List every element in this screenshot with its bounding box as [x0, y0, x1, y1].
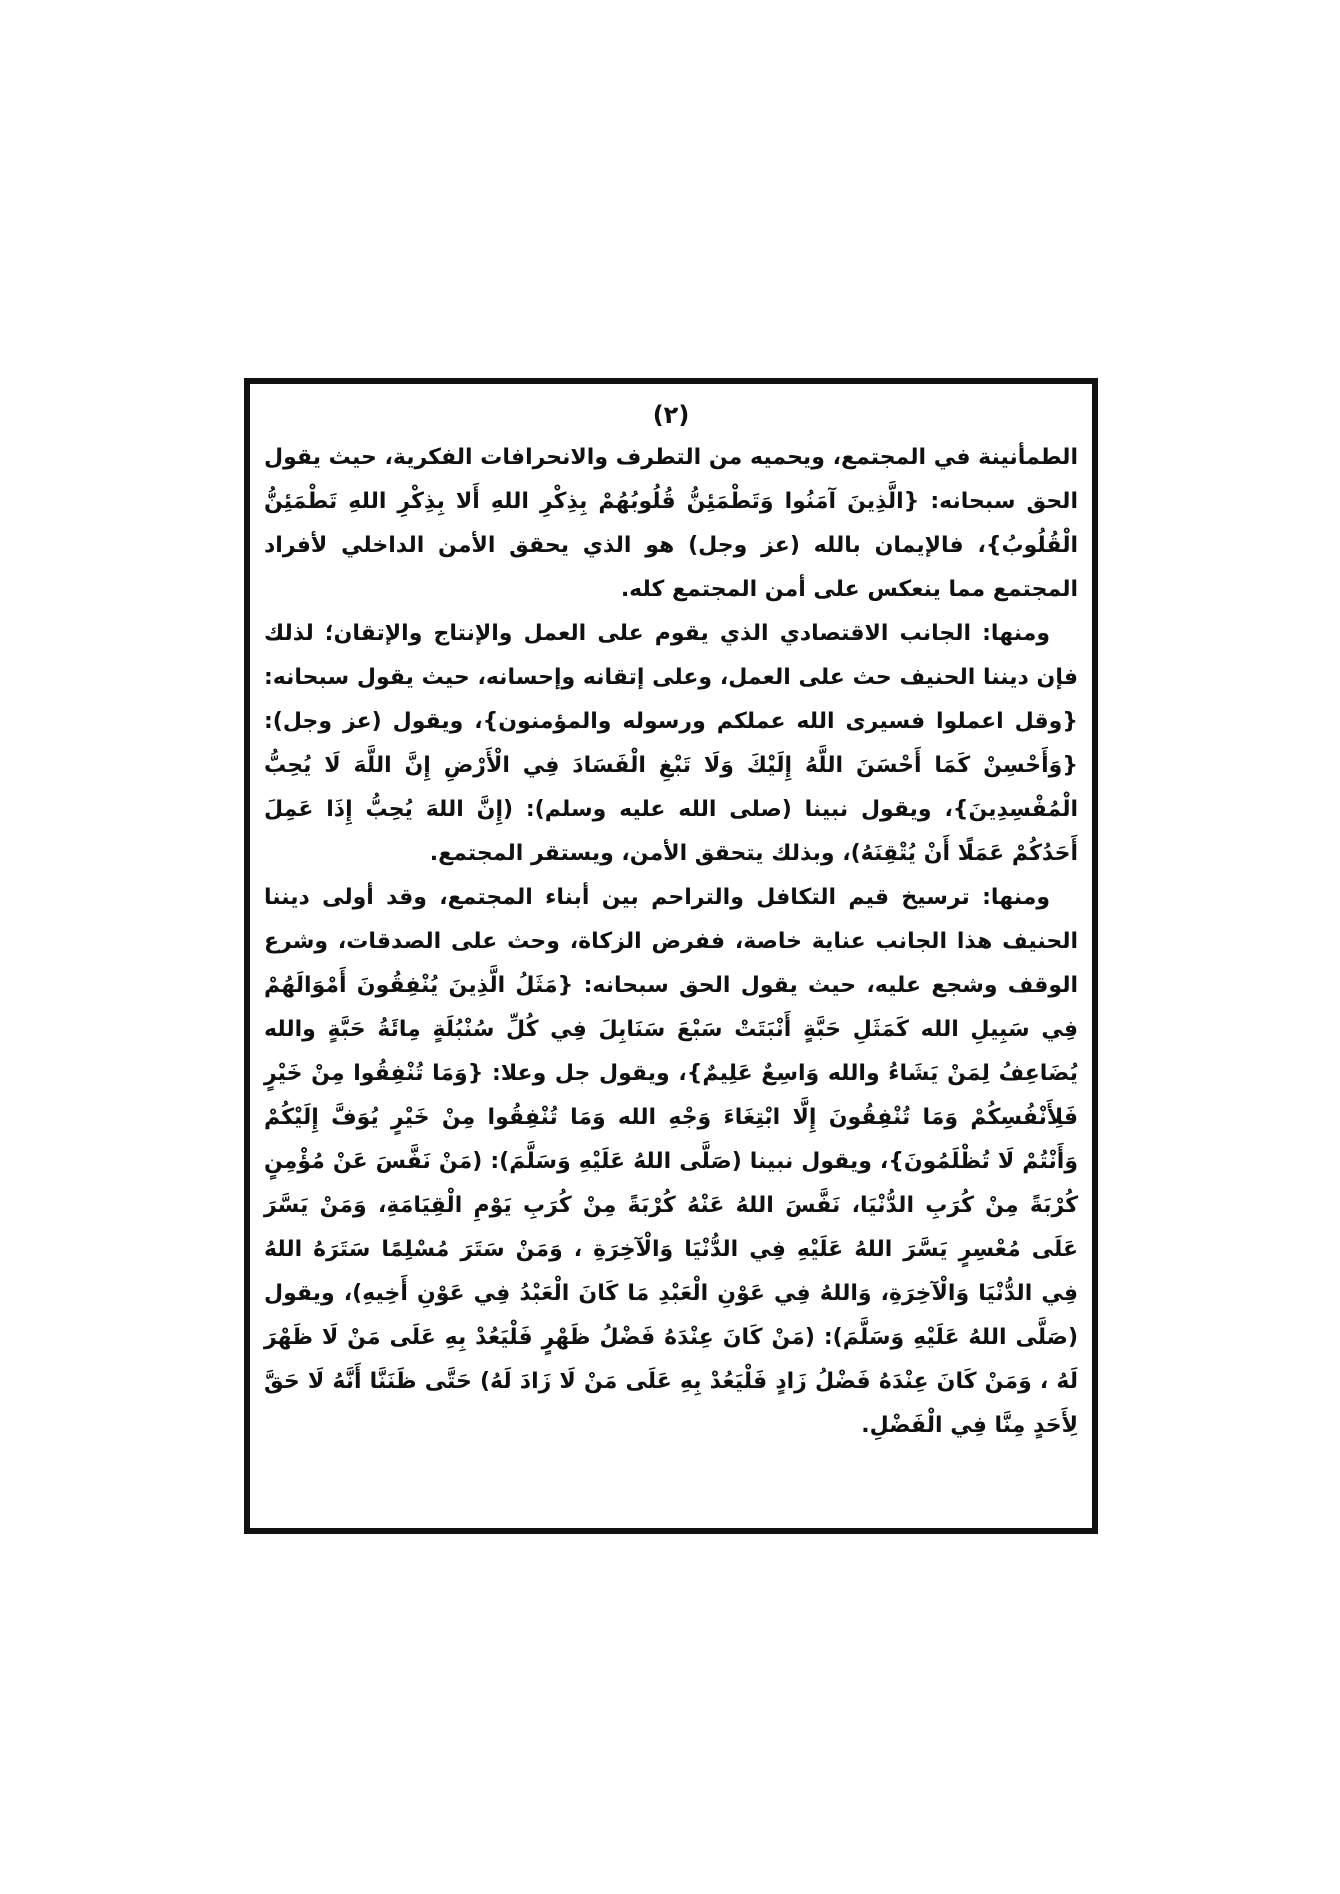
paragraph-2: ومنها: الجانب الاقتصادي الذي يقوم على العمل والإنتاج والإتقان؛ لذلك فإن ديننا الحنيف حث على العمل، وعلى إتقانه وإحسانه، حيث يقول سبحانه: {وقل اعملوا فسيرى الله عملكم ورسوله والمؤمنون}، ويقول (عز وجل): {وَأَحْسِنْ كَمَا أَحْسَنَ اللَّهُ إِلَيْكَ وَلَا تَبْغِ الْفَسَادَ فِي الْأَرْضِ إِنَّ اللَّهَ لَا يُحِبُّ الْمُفْسِدِينَ}، ويقول نبينا (صلى الله عليه وسلم): (إِنَّ اللهَ يُحِبُّ إِذَا عَمِلَ أَحَدُكُمْ عَمَلًا أَنْ يُتْقِنَهُ)، وبذلك يتحقق الأمن، ويستقر المجتمع.: [264, 621, 1078, 866]
paragraph-3: ومنها: ترسيخ قيم التكافل والتراحم بين أبناء المجتمع، وقد أولى ديننا الحنيف هذا الجانب عناية خاصة، ففرض الزكاة، وحث على الصدقات، وشرع الوقف وشجع عليه، حيث يقول الحق سبحانه: {مَثَلُ الَّذِينَ يُنْفِقُونَ أَمْوَالَهُمْ فِي سَبِيلِ الله كَمَثَلِ حَبَّةٍ أَنْبَتَتْ سَبْعَ سَنَابِلَ فِي كُلِّ سُنْبُلَةٍ مِائَةُ حَبَّةٍ والله يُضَاعِفُ لِمَنْ يَشَاءُ والله وَاسِعٌ عَلِيمٌ}، ويقول جل وعلا: {وَمَا تُنْفِقُوا مِنْ خَيْرٍ فَلِأَنْفُسِكُمْ وَمَا تُنْفِقُونَ إِلَّا ابْتِغَاءَ وَجْهِ الله وَمَا تُنْفِقُوا مِنْ خَيْرٍ يُوَفَّ إِلَيْكُمْ وَأَنْتُمْ لَا تُظْلَمُونَ}، ويقول نبينا (صَلَّى اللهُ عَلَيْهِ وَسَلَّمَ): (مَنْ نَفَّسَ عَنْ مُؤْمِنٍ كُرْبَةً مِنْ كُرَبِ الدُّنْيَا، نَفَّسَ اللهُ عَنْهُ كُرْبَةً مِنْ كُرَبِ يَوْمِ الْقِيَامَةِ، وَمَنْ يَسَّرَ عَلَى مُعْسِرٍ يَسَّرَ اللهُ عَلَيْهِ فِي الدُّنْيَا وَالْآخِرَةِ ، وَمَنْ سَتَرَ مُسْلِمًا سَتَرَهُ اللهُ فِي الدُّنْيَا وَالْآخِرَةِ، وَاللهُ فِي عَوْنِ الْعَبْدِ مَا كَانَ الْعَبْدُ فِي عَوْنِ أَخِيهِ)، ويقول (صَلَّى اللهُ عَلَيْهِ وَسَلَّمَ): (مَنْ كَانَ عِنْدَهُ فَضْلُ ظَهْرٍ فَلْيَعُدْ بِهِ عَلَى مَنْ لَا ظَهْرَ لَهُ ، وَمَنْ كَانَ عِنْدَهُ فَضْلُ زَادٍ فَلْيَعُدْ بِهِ عَلَى مَنْ لَا زَادَ لَهُ) حَتَّى ظَنَنَّا أَنَّهُ لَا حَقَّ لِأَحَدٍ مِنَّا فِي الْفَضْلِ.: [264, 885, 1078, 1438]
page-content: [264, 436, 1078, 1448]
paragraph-1: الطمأنينة في المجتمع، ويحميه من التطرف والانحرافات الفكرية، حيث يقول الحق سبحانه: {الَّذِينَ آمَنُوا وَتَطْمَئِنُّ قُلُوبُهُمْ بِذِكْرِ اللهِ أَلا بِذِكْرِ اللهِ تَطْمَئِنُّ الْقُلُوبُ}، فالإيمان بالله (عز وجل) هو الذي يحقق الأمن الداخلي لأفراد المجتمع مما ينعكس على أمن المجتمع كله.: [264, 445, 1078, 602]
page-frame: [244, 378, 1098, 1534]
page-number: (٢): [652, 401, 690, 429]
